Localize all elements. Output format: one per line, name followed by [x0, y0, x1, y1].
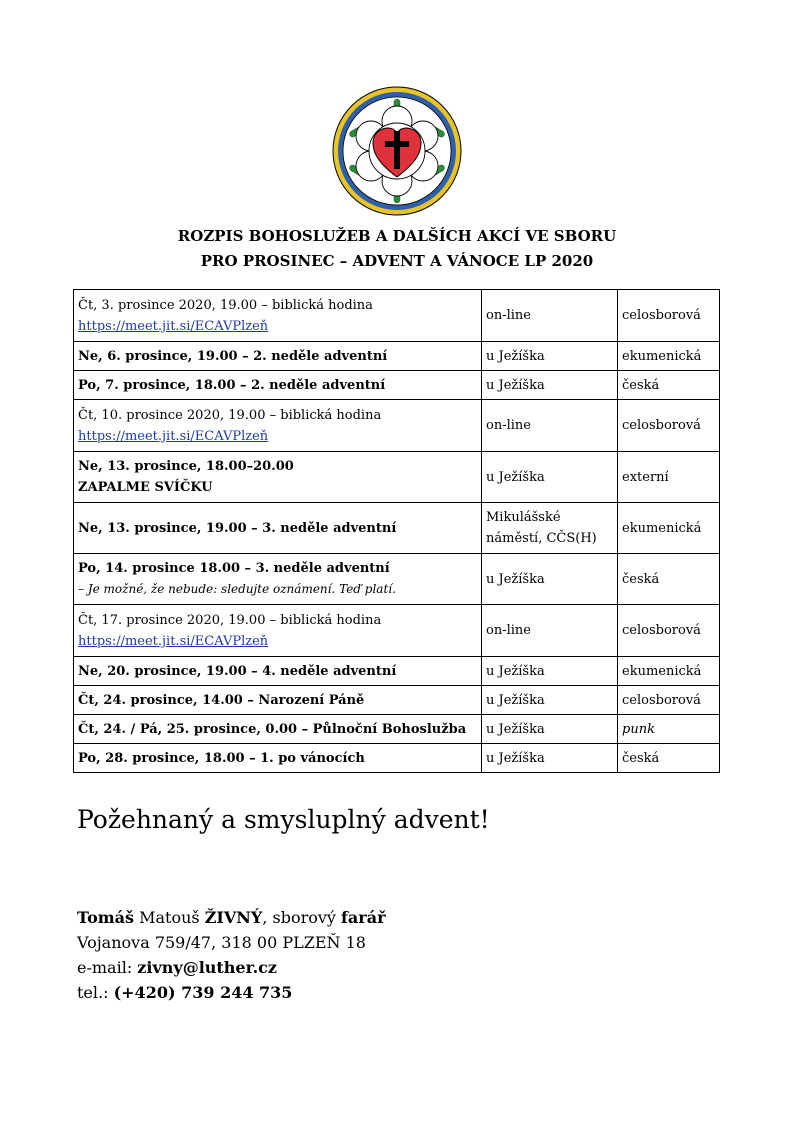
- event-subtitle: ZAPALME SVÍČKU: [78, 480, 213, 495]
- event-title: Čt, 17. prosince 2020, 19.00 – biblická hodina: [78, 612, 382, 628]
- table-row: [74, 342, 720, 371]
- event-cell: [74, 371, 482, 400]
- signature-first-name: Tomáš: [77, 908, 135, 927]
- event-cell: [74, 503, 482, 554]
- place-cell: on-line: [482, 290, 618, 342]
- event-title: Čt, 24. prosince, 14.00 – Narození Páně: [78, 692, 365, 708]
- place-cell: u Ježíška: [482, 452, 618, 503]
- place-cell: u Ježíška: [482, 715, 618, 744]
- signature-name-line: [77, 905, 386, 930]
- event-note: – Je možné, že nebude: sledujte oznámení. Teď platí.: [78, 582, 396, 596]
- table-row: [74, 605, 720, 657]
- event-title: Po, 28. prosince, 18.00 – 1. po vánocích: [78, 750, 365, 766]
- event-cell: [74, 715, 482, 744]
- table-row: [74, 371, 720, 400]
- type-cell: punk: [618, 715, 720, 744]
- event-title: Ne, 20. prosince, 19.00 – 4. neděle adventní: [78, 663, 397, 679]
- schedule-table: [73, 289, 720, 773]
- table-row: [74, 686, 720, 715]
- type-cell: česká: [618, 554, 720, 605]
- event-title: Ne, 13. prosince, 18.00–20.00: [78, 459, 294, 474]
- meeting-link[interactable]: https://meet.jit.si/ECAVPlzeň: [78, 633, 269, 649]
- signature-email-line: [77, 955, 277, 980]
- event-title: Ne, 6. prosince, 19.00 – 2. neděle adventní: [78, 348, 388, 364]
- event-title: Čt, 24. / Pá, 25. prosince, 0.00 – Půlnoční Bohoslužba: [78, 721, 467, 737]
- phone-number: (+420) 739 244 735: [113, 983, 293, 1002]
- table-row: [74, 290, 720, 342]
- type-cell: celosborová: [618, 686, 720, 715]
- place-cell: u Ježíška: [482, 657, 618, 686]
- table-row: [74, 744, 720, 773]
- table-row: [74, 400, 720, 452]
- place-cell: u Ježíška: [482, 554, 618, 605]
- event-cell: [74, 657, 482, 686]
- type-cell: celosborová: [618, 605, 720, 657]
- type-cell: česká: [618, 744, 720, 773]
- signature-address: Vojanova 759/47, 318 00 PLZEŇ 18: [77, 933, 366, 952]
- place-cell: u Ježíška: [482, 744, 618, 773]
- type-cell: česká: [618, 371, 720, 400]
- title-line-2: PRO PROSINEC – ADVENT A VÁNOCE LP 2020: [200, 252, 594, 270]
- place-cell: [482, 503, 618, 554]
- place-cell: on-line: [482, 605, 618, 657]
- type-cell: externí: [618, 452, 720, 503]
- table-row: [74, 715, 720, 744]
- type-cell: ekumenická: [618, 503, 720, 554]
- event-cell: [74, 744, 482, 773]
- type-cell: ekumenická: [618, 342, 720, 371]
- event-cell: [74, 605, 482, 657]
- phone-label: tel.:: [77, 983, 114, 1002]
- signature-role: farář: [341, 908, 386, 927]
- table-row: [74, 657, 720, 686]
- meeting-link[interactable]: https://meet.jit.si/ECAVPlzeň: [78, 318, 269, 334]
- place-line-1: Mikulášské: [486, 510, 561, 525]
- luther-rose-logo: [331, 85, 463, 217]
- email-label: e-mail:: [77, 958, 138, 977]
- type-cell: celosborová: [618, 400, 720, 452]
- event-title: Čt, 10. prosince 2020, 19.00 – biblická hodina: [78, 407, 382, 423]
- event-title: Čt, 3. prosince 2020, 19.00 – biblická hodina: [78, 297, 373, 313]
- signature-surname: ŽIVNÝ: [204, 908, 263, 927]
- signature-role-prefix: , sborový: [262, 908, 342, 927]
- event-cell: [74, 342, 482, 371]
- place-cell: on-line: [482, 400, 618, 452]
- table-row: [74, 503, 720, 554]
- event-title: Po, 7. prosince, 18.00 – 2. neděle adventní: [78, 377, 386, 393]
- meeting-link[interactable]: https://meet.jit.si/ECAVPlzeň: [78, 428, 269, 444]
- event-cell: [74, 554, 482, 605]
- greeting: Požehnaný a smysluplný advent!: [77, 805, 490, 834]
- event-cell: [74, 290, 482, 342]
- type-cell: ekumenická: [618, 657, 720, 686]
- table-row: [74, 554, 720, 605]
- signature-phone-line: [77, 980, 292, 1005]
- signature-middle-name: Matouš: [134, 908, 205, 927]
- place-cell: u Ježíška: [482, 686, 618, 715]
- table-row: [74, 452, 720, 503]
- place-line-2: náměstí, CČS(H): [486, 531, 597, 546]
- event-cell: [74, 686, 482, 715]
- email-link[interactable]: zivny@luther.cz: [137, 958, 277, 977]
- place-cell: u Ježíška: [482, 371, 618, 400]
- event-cell: [74, 400, 482, 452]
- type-cell: celosborová: [618, 290, 720, 342]
- event-cell: [74, 452, 482, 503]
- place-cell: u Ježíška: [482, 342, 618, 371]
- title-line-1: ROZPIS BOHOSLUŽEB A DALŠÍCH AKCÍ VE SBORU: [177, 227, 617, 245]
- event-title: Po, 14. prosince 18.00 – 3. neděle adventní: [78, 561, 390, 576]
- event-title: Ne, 13. prosince, 19.00 – 3. neděle adventní: [78, 520, 397, 536]
